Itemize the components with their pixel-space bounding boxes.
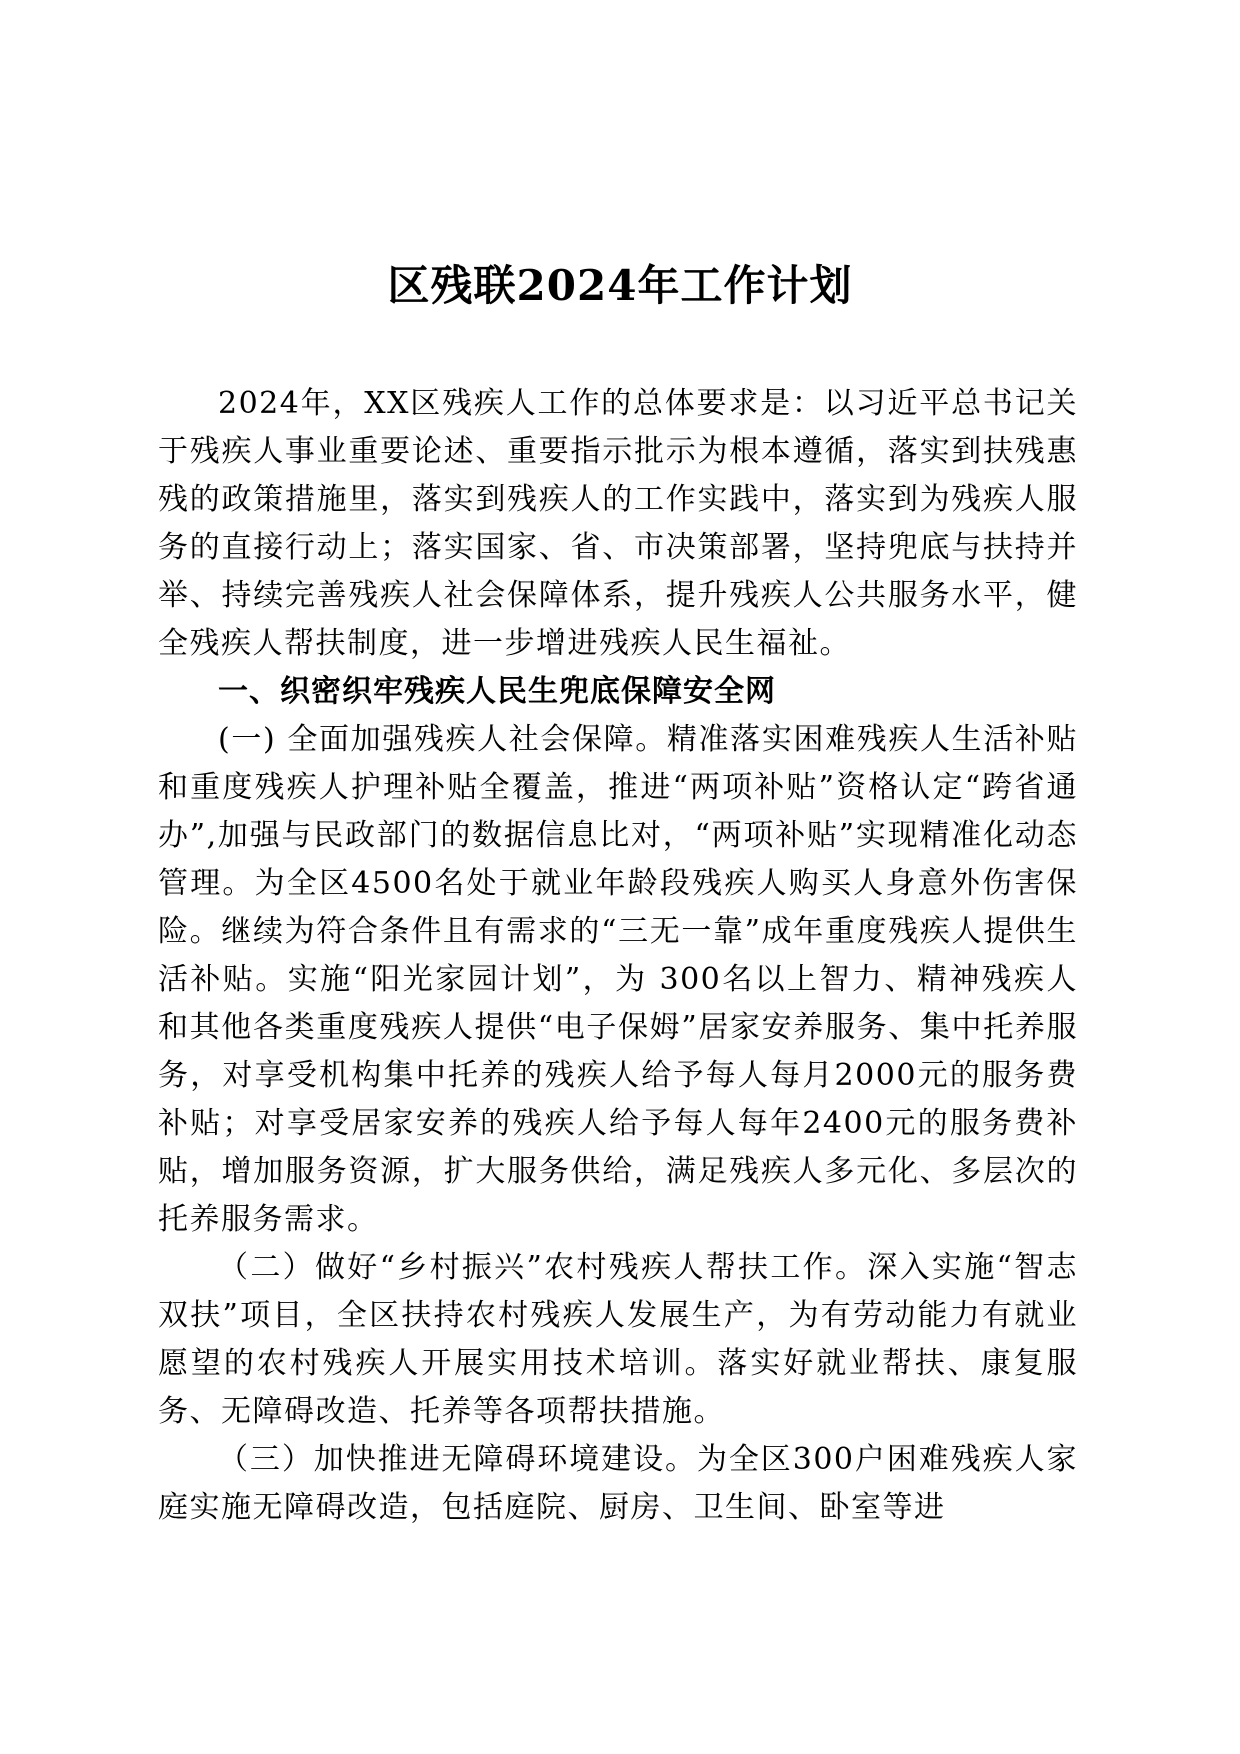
item-1-paragraph — [158, 716, 1078, 1244]
item-2-paragraph — [158, 1244, 1078, 1436]
item-3-text: 为全区300户困难残疾人家庭实施无障碍改造，包括庭院、厨房、卫生间、卧室等进 — [158, 1442, 1079, 1525]
item-2-head: （二）做好“乡村振兴”农村残疾人帮扶工作。 — [218, 1250, 868, 1285]
item-2-text: 深入实施“智志双扶”项目，全区扶持农村残疾人发展生产，为有劳动能力有就业愿望的农村残疾人开展实用技术培训。落实好就业帮扶、康复服务、无障碍改造、托养等各项帮扶措施。 — [158, 1250, 1078, 1429]
item-3-head: （三）加快推进无障碍环境建设。 — [218, 1442, 697, 1477]
item-3-paragraph — [158, 1436, 1078, 1532]
intro-paragraph: 2024年，XX区残疾人工作的总体要求是：以习近平总书记关于残疾人事业重要论述、重要指示批示为根本遵循，落实到扶残惠残的政策措施里，落实到残疾人的工作实践中，落实到为残疾人服务的直接行动上；落实国家、省、市决策部署，坚持兜底与扶持并举、持续完善残疾人社会保障体系，提升残疾人公共服务水平，健全残疾人帮扶制度，进一步增进残疾人民生福祉。 — [158, 386, 1078, 661]
document-title: 区残联2024年工作计划 — [387, 261, 853, 310]
section-1-heading: 一、织密织牢残疾人民生兜底保障安全网 — [218, 674, 776, 709]
item-1-head: (一) 全面加强残疾人社会保障。 — [218, 722, 667, 757]
document-body — [158, 380, 1078, 1532]
item-1-text: 精准落实困难残疾人生活补贴和重度残疾人护理补贴全覆盖，推进“两项补贴”资格认定“跨省通办”,加强与民政部门的数据信息比对，“两项补贴”实现精准化动态管理。为全区4500名处于就业年龄段残疾人购买人身意外伤害保险。继续为符合条件且有需求的“三无一靠”成年重度残疾人提供生活补贴。实施“阳光家园计划”，为 300名以上智力、精神残疾人和其他各类重度残疾人提供“电子保姆”居家安养服务、集中托养服务，对享受机构集中托养的残疾人给予每人每月2000元的服务费补贴；对享受居家安养的残疾人给予每人每年2400元的服务费补贴，增加服务资源，扩大服务供给，满足残疾人多元化、多层次的托养服务需求。 — [158, 722, 1078, 1237]
